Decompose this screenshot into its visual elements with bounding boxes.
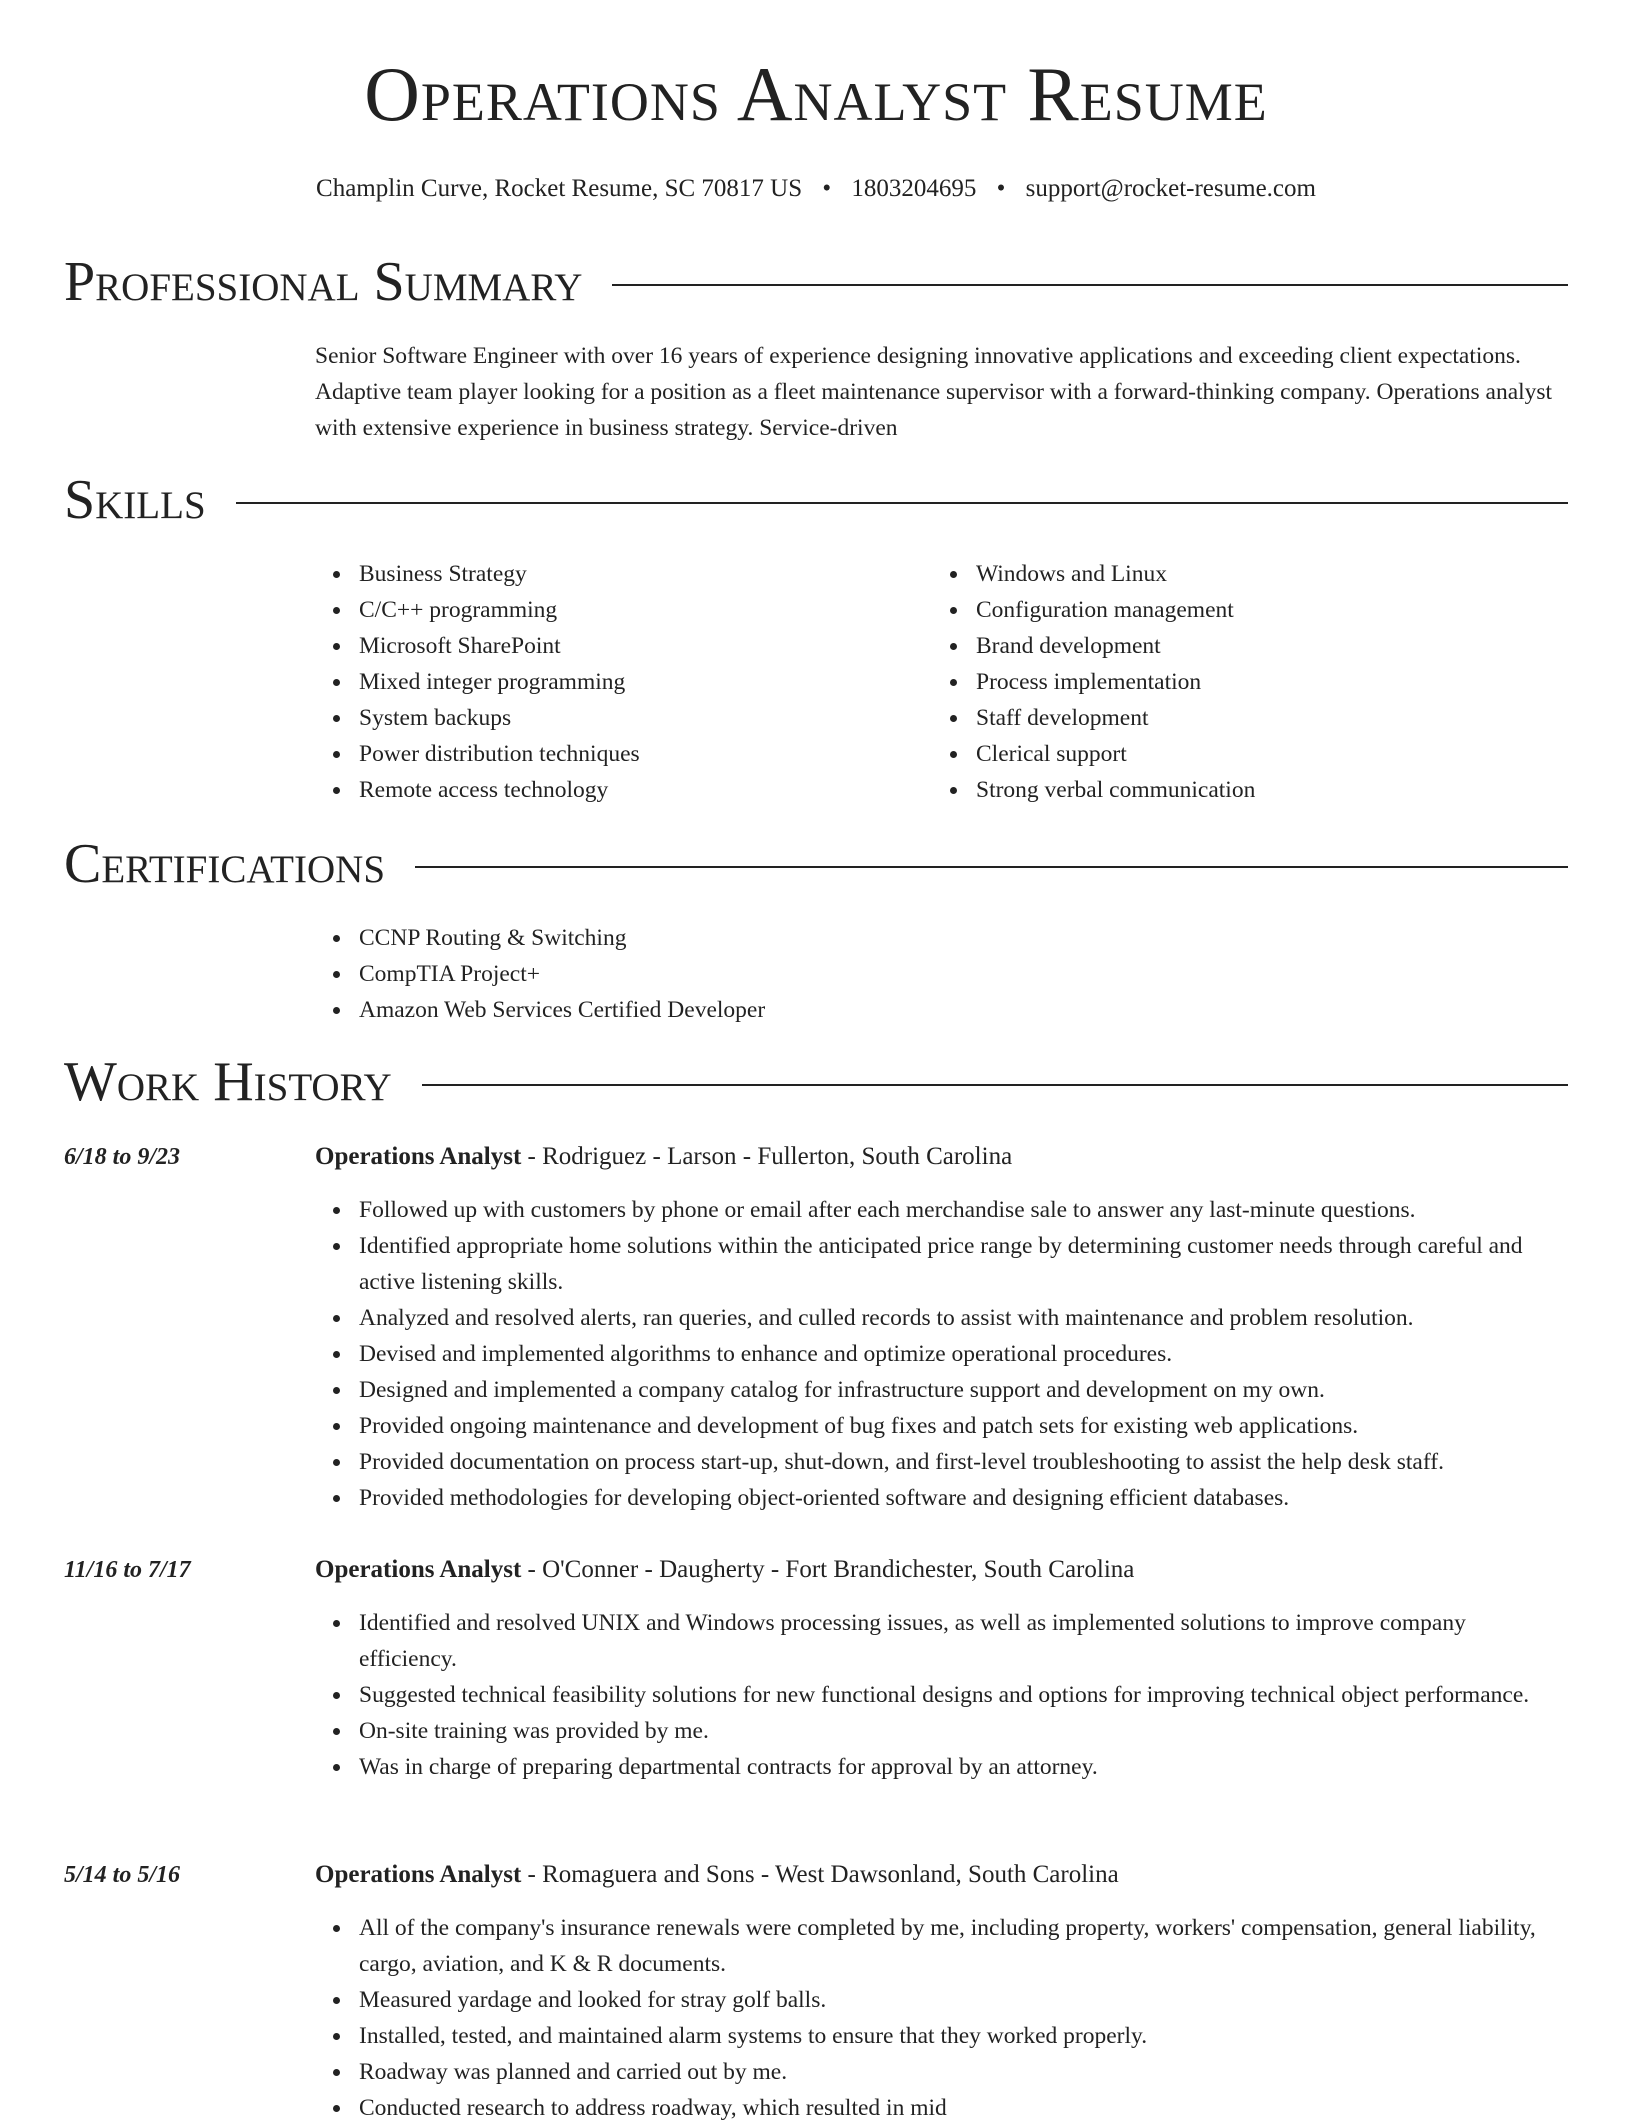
certification-item: CompTIA Project+ (315, 956, 1568, 992)
job-dates: 5/14 to 5/16 (64, 1862, 181, 1888)
job-duty-item: Installed, tested, and maintained alarm systems to ensure that they worked properly. (315, 2018, 1568, 2054)
certification-item: Amazon Web Services Certified Developer (315, 992, 1568, 1028)
job-company-location: - Rodriguez - Larson - Fullerton, South Carolina (521, 1143, 1013, 1170)
work-history-heading: Work History (64, 1051, 392, 1113)
skills-list-left (315, 556, 915, 808)
skill-item: Power distribution techniques (315, 736, 915, 772)
skills-heading: Skills (64, 469, 206, 531)
contact-separator: • (996, 175, 1006, 202)
skill-item: System backups (315, 700, 915, 736)
skill-item: Remote access technology (315, 772, 915, 808)
job-duty-item: Provided ongoing maintenance and development of bug fixes and patch sets for existing web applications. (315, 1408, 1568, 1444)
job-role: Operations Analyst (315, 1861, 522, 1888)
certifications-block (315, 920, 1568, 1028)
job-duties-list (315, 1192, 1568, 1516)
job-duty-item: Identified appropriate home solutions within the anticipated price range by determining customer needs through careful and active listening skills. (315, 1228, 1568, 1300)
section-divider (422, 1084, 1568, 1086)
summary-section-header (64, 252, 1568, 314)
job-duty-item: Suggested technical feasibility solutions for new functional designs and options for improving technical object performance. (315, 1677, 1568, 1713)
skill-item: Brand development (932, 628, 1532, 664)
job-duty-item: Was in charge of preparing departmental contracts for approval by an attorney. (315, 1749, 1568, 1785)
skill-item: Windows and Linux (932, 556, 1532, 592)
job-duties (315, 1192, 1568, 1516)
skill-item: Strong verbal communication (932, 772, 1532, 808)
job-header (315, 1552, 1568, 1588)
skill-item: Staff development (932, 700, 1532, 736)
work-history-section-header (64, 1052, 1568, 1114)
job-role: Operations Analyst (315, 1143, 522, 1170)
skill-item: Microsoft SharePoint (315, 628, 915, 664)
job-duty-item: Roadway was planned and carried out by me. (315, 2054, 1568, 2090)
certifications-heading: Certifications (64, 833, 386, 895)
job-duty-item: Provided methodologies for developing object-oriented software and designing efficient databases. (315, 1480, 1568, 1516)
skill-item: Configuration management (932, 592, 1532, 628)
job-duty-item: Identified and resolved UNIX and Windows processing issues, as well as implemented solutions to improve company efficiency. (315, 1605, 1568, 1677)
contact-phone: 1803204695 (851, 175, 977, 202)
certifications-list (315, 920, 1568, 1028)
job-header (315, 1139, 1568, 1175)
skills-list-right (932, 556, 1532, 808)
contact-line (64, 174, 1568, 204)
job-duty-item: Designed and implemented a company catalog for infrastructure support and development on my own. (315, 1372, 1568, 1408)
job-duties-list (315, 1605, 1568, 1785)
job-duties (315, 1910, 1568, 2126)
skill-item: Clerical support (932, 736, 1532, 772)
job-duty-item: Analyzed and resolved alerts, ran queries, and culled records to assist with maintenance and problem resolution. (315, 1300, 1568, 1336)
job-duty-item: All of the company's insurance renewals were completed by me, including property, workers' compensation, general liability, cargo, aviation, and K & R documents. (315, 1910, 1568, 1982)
job-company-location: - Romaguera and Sons - West Dawsonland, South Carolina (521, 1861, 1119, 1888)
job-duty-item: On-site training was provided by me. (315, 1713, 1568, 1749)
job-company-location: - O'Conner - Daugherty - Fort Brandichester, South Carolina (521, 1556, 1135, 1583)
section-divider (236, 502, 1568, 504)
job-header (315, 1857, 1568, 1893)
certification-item: CCNP Routing & Switching (315, 920, 1568, 956)
job-role: Operations Analyst (315, 1556, 522, 1583)
skill-item: Business Strategy (315, 556, 915, 592)
skill-item: Mixed integer programming (315, 664, 915, 700)
summary-heading: Professional Summary (64, 251, 583, 313)
contact-email: support@rocket-resume.com (1025, 175, 1316, 202)
certifications-section-header (64, 834, 1568, 896)
skills-section-header (64, 470, 1568, 532)
skill-item: Process implementation (932, 664, 1532, 700)
job-duty-item: Devised and implemented algorithms to enhance and optimize operational procedures. (315, 1336, 1568, 1372)
contact-separator: • (822, 175, 832, 202)
job-duty-item: Provided documentation on process start-up, shut-down, and first-level troubleshooting to assist the help desk staff. (315, 1444, 1568, 1480)
job-duties (315, 1605, 1568, 1785)
skills-column-right (932, 556, 1532, 808)
job-duty-item: Followed up with customers by phone or email after each merchandise sale to answer any last-minute questions. (315, 1192, 1568, 1228)
summary-text: Senior Software Engineer with over 16 years of experience designing innovative applications and exceeding client expectations. Adaptive team player looking for a position as a fleet maintenance supervisor with a forward-thinking company. Operations analyst with extensive experience in business strategy. Service-driven (315, 343, 1553, 441)
section-divider (612, 284, 1568, 286)
job-duty-item: Conducted research to address roadway, which resulted in mid (315, 2090, 1568, 2126)
section-divider (415, 866, 1568, 868)
contact-address: Champlin Curve, Rocket Resume, SC 70817 US (316, 175, 803, 202)
skills-column-left (315, 556, 915, 808)
skill-item: C/C++ programming (315, 592, 915, 628)
job-dates: 11/16 to 7/17 (64, 1557, 191, 1583)
job-duty-item: Measured yardage and looked for stray golf balls. (315, 1982, 1568, 2018)
job-duties-list (315, 1910, 1568, 2126)
job-dates: 6/18 to 9/23 (64, 1144, 181, 1170)
resume-title: Operations Analyst Resume (364, 51, 1268, 137)
